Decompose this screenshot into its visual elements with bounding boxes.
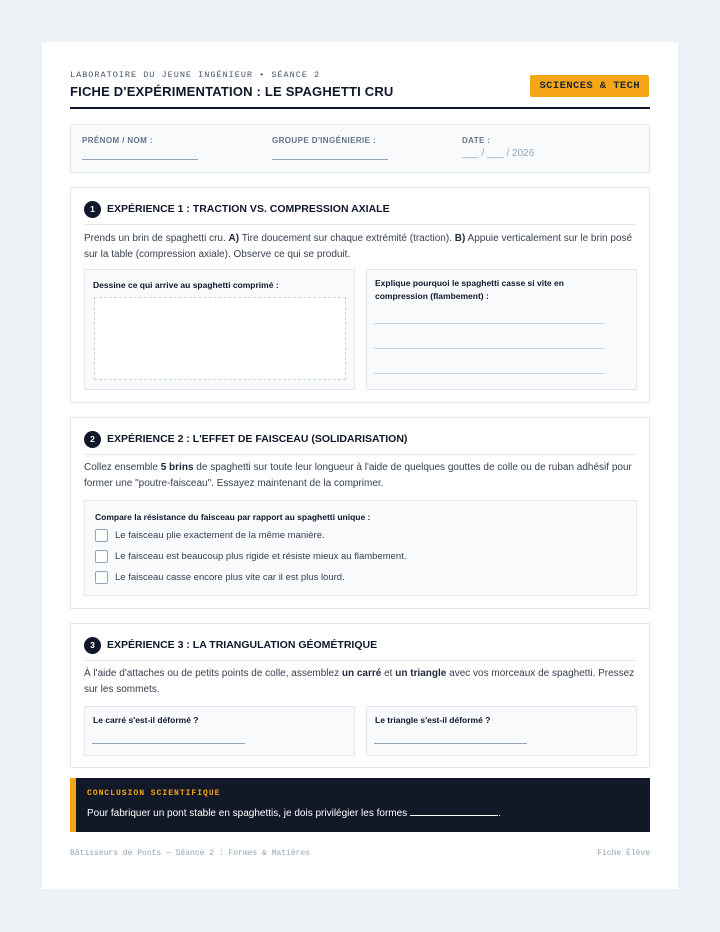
step-number-badge: 1 xyxy=(84,201,101,218)
explanation-panel xyxy=(366,269,637,390)
experiment-1-card xyxy=(70,187,650,403)
date-label: DATE : xyxy=(462,136,491,145)
student-info-box xyxy=(70,124,650,173)
experiment-3-card xyxy=(70,623,650,768)
experiment-2-header xyxy=(84,431,636,455)
experiment-3-instructions: À l'aide d'attaches ou de petits points de colle, assemblez un carré et un triangle avec vos morceaux de spaghetti. Pressez sur les sommets. xyxy=(84,668,635,695)
checkbox-label: Le faisceau est beaucoup plus rigide et résiste mieux au flambement. xyxy=(115,551,407,562)
answer-line[interactable] xyxy=(374,743,527,744)
subject-tag: SCIENCES & TECH xyxy=(530,75,649,97)
answer-line[interactable] xyxy=(92,743,245,744)
checkbox-label: Le faisceau casse encore plus vite car il est plus lourd. xyxy=(115,572,345,583)
group-label: GROUPE D'INGÉNIERIE : xyxy=(272,136,377,145)
experiment-3-header xyxy=(84,637,636,661)
date-value[interactable]: ___ / ___ / 2026 xyxy=(462,148,535,159)
name-input-line[interactable] xyxy=(82,154,198,160)
page-title: FICHE D'EXPÉRIMENTATION : LE SPAGHETTI CRU xyxy=(70,84,394,99)
conclusion-box xyxy=(70,778,650,832)
footer-course: Bâtisseurs de Ponts — Séance 2 : Formes & Matières xyxy=(70,849,311,858)
step-number-badge: 3 xyxy=(84,637,101,654)
checkbox-label: Le faisceau plie exactement de la même manière. xyxy=(115,530,325,541)
experiment-1-instructions: Prends un brin de spaghetti cru. A) Tire doucement sur chaque extrémité (traction). B) Appuie verticalement sur le brin posé sur la table (compression axiale). Observe ce qui se produit. xyxy=(84,233,633,260)
answer-line[interactable] xyxy=(374,348,605,349)
name-label: PRÉNOM / NOM : xyxy=(82,136,153,145)
triangle-question: Le triangle s'est-il déformé ? xyxy=(375,715,491,725)
drawing-area[interactable] xyxy=(94,297,346,380)
group-field[interactable] xyxy=(272,136,388,160)
answer-line[interactable] xyxy=(374,323,605,324)
step-number-badge: 2 xyxy=(84,431,101,448)
explanation-prompt: Explique pourquoi le spaghetti casse si vite en compression (flambement) : xyxy=(375,278,564,301)
checkbox[interactable] xyxy=(95,571,108,584)
comparison-panel xyxy=(84,500,637,596)
comparison-question: Compare la résistance du faisceau par rapport au spaghetti unique : xyxy=(95,512,371,522)
worksheet xyxy=(42,42,678,889)
triangle-answer-panel xyxy=(366,706,637,756)
drawing-panel xyxy=(84,269,355,390)
footer-label: Fiche Élève xyxy=(597,849,650,858)
experiment-1-title: EXPÉRIENCE 1 : TRACTION VS. COMPRESSION AXIALE xyxy=(107,203,390,215)
checkbox[interactable] xyxy=(95,550,108,563)
group-input-line[interactable] xyxy=(272,154,388,160)
square-question: Le carré s'est-il déformé ? xyxy=(93,715,199,725)
square-answer-panel xyxy=(84,706,355,756)
drawing-prompt: Dessine ce qui arrive au spaghetti comprimé : xyxy=(93,280,279,290)
experiment-2-card xyxy=(70,417,650,609)
experiment-1-header xyxy=(84,201,636,225)
experiment-2-instructions: Collez ensemble 5 brins de spaghetti sur toute leur longueur à l'aide de quelques gouttes de colle ou de ruban adhésif pour former une "poutre-faisceau". Essayez maintenant de la comprimer. xyxy=(84,462,632,489)
experiment-3-title: EXPÉRIENCE 3 : LA TRIANGULATION GÉOMÉTRIQUE xyxy=(107,639,378,651)
conclusion-blank[interactable] xyxy=(410,807,498,816)
date-field[interactable] xyxy=(462,136,534,159)
header-kicker: LABORATOIRE DU JEUNE INGÉNIEUR • SÉANCE 2 xyxy=(70,70,321,80)
name-field[interactable] xyxy=(82,136,198,160)
checkbox[interactable] xyxy=(95,529,108,542)
title-divider xyxy=(70,107,650,109)
conclusion-sentence: Pour fabriquer un pont stable en spaghettis, je dois privilégier les formes . xyxy=(87,808,501,819)
conclusion-kicker: CONCLUSION SCIENTIFIQUE xyxy=(87,789,221,798)
answer-line[interactable] xyxy=(374,373,605,374)
experiment-2-title: EXPÉRIENCE 2 : L'EFFET DE FAISCEAU (SOLIDARISATION) xyxy=(107,433,408,445)
